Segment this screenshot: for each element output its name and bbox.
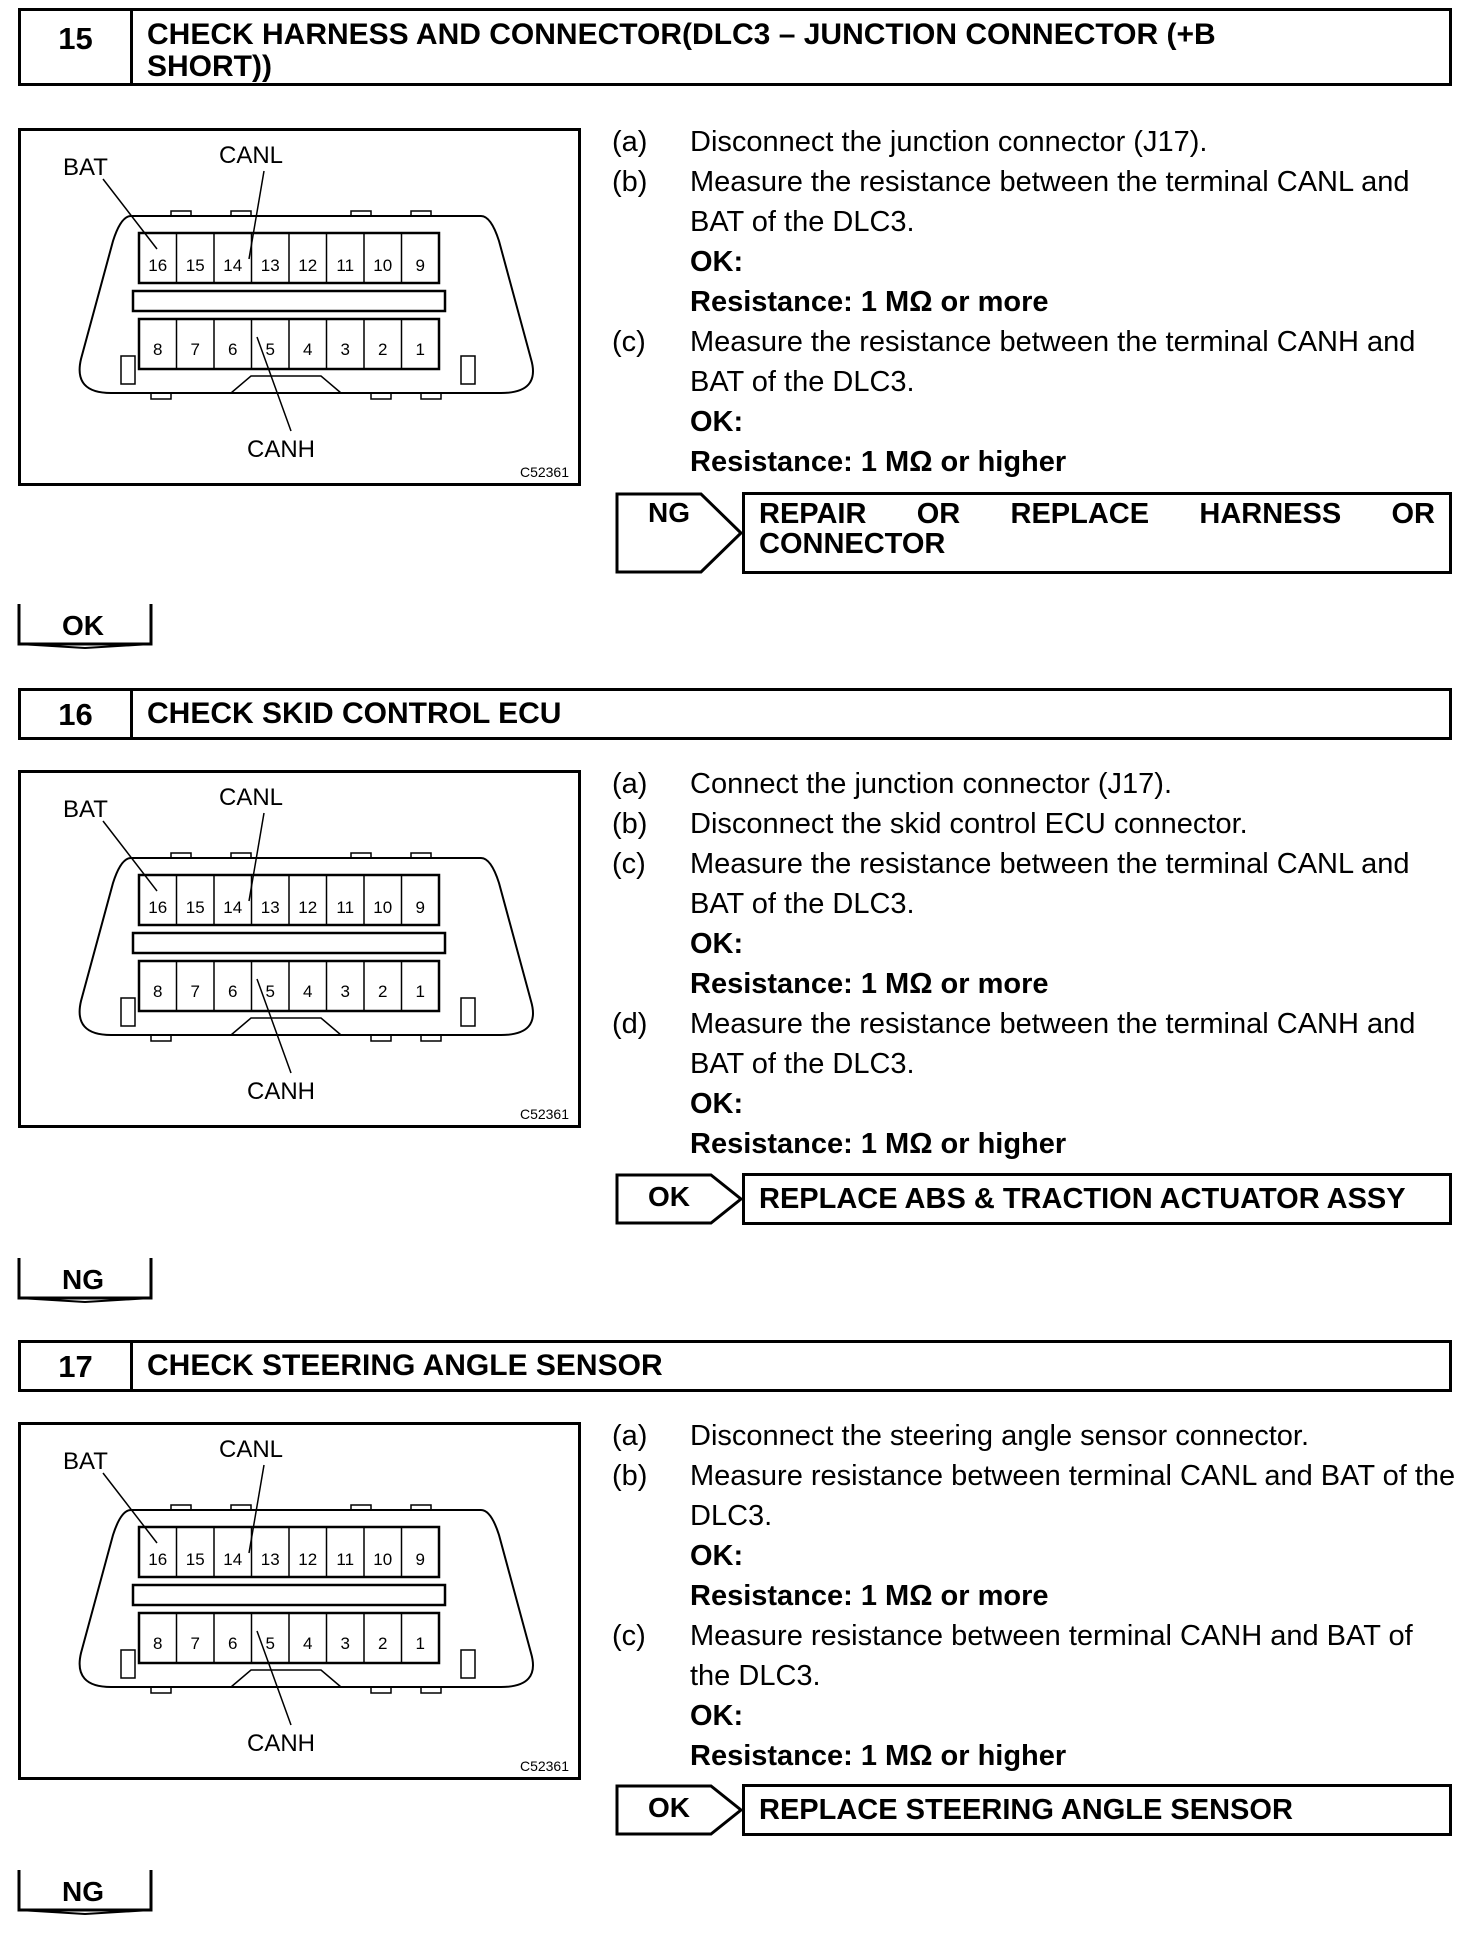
ok-tag-label: OK [648,1792,690,1823]
step-text: Measure the resistance between the terminal CANH and BAT of the DLC3. [690,326,1416,398]
pin-label: 15 [185,898,205,917]
pin-label: 9 [415,256,425,275]
step-text: Measure the resistance between the terminal CANL and BAT of the DLC3. [690,848,1410,920]
bat-leader [103,821,157,891]
bat-label: BAT [63,1448,108,1475]
ok-label: OK: [690,246,744,278]
latch-left [121,1650,135,1678]
bat-label: BAT [63,796,108,823]
step-item [612,844,1457,924]
ok-label: OK: [690,928,744,960]
pin-label: 6 [228,982,238,1001]
section-17-header [18,1340,1452,1392]
step-text: Measure the resistance between the terminal CANH and BAT of the DLC3. [690,1008,1416,1080]
connector-key [231,1018,341,1035]
bat-label: BAT [63,154,108,181]
section-17-steps [612,1416,1457,1776]
ok-label: OK: [690,1700,744,1732]
step-label: (d) [612,1008,648,1040]
ng-flow-label: NG [62,1264,104,1295]
step-label: (a) [612,126,648,158]
result-word: REPLACE [1010,498,1150,530]
canl-label: CANL [218,142,284,169]
result-box [742,492,1452,574]
pin-label: 11 [336,1550,355,1569]
pin-label: 3 [340,982,350,1001]
section-title: CHECK STEERING ANGLE SENSOR [147,1349,663,1382]
step-item [612,804,1457,844]
pin-label: 5 [265,340,275,359]
canl-label: CANL [218,784,284,811]
step-text: Disconnect the junction connector (J17). [690,126,1208,158]
pin-label: 8 [153,982,163,1001]
pin-label: 1 [415,982,425,1001]
ng-flow-label: NG [62,1876,104,1907]
pin-label: 12 [298,256,318,275]
latch-right [461,356,475,384]
canh-label: CANH [246,1730,316,1757]
step-label: (c) [612,326,646,358]
pin-label: 10 [373,256,393,275]
pin-label: 14 [223,256,243,275]
section-title: CHECK SKID CONTROL ECU [147,697,562,730]
section-16-header [18,688,1452,740]
spec-text: Resistance: 1 MΩ or higher [690,1740,1067,1772]
step-label: (a) [612,1420,648,1452]
pin-label: 10 [373,1550,393,1569]
pin-label: 1 [415,1634,425,1653]
result-word: REPAIR [759,498,867,530]
spec-text: Resistance: 1 MΩ or higher [690,1128,1067,1160]
step-label: (b) [612,808,648,840]
step-label: (b) [612,166,648,198]
step-item [612,1416,1457,1456]
figure-code: C52361 [519,464,569,480]
section-title-line1: CHECK HARNESS AND CONNECTOR(DLC3 – JUNCTION CONNECTOR (+B [147,18,1216,51]
pin-label: 1 [415,340,425,359]
step-text: Disconnect the steering angle sensor connector. [690,1420,1310,1452]
spec-text: Resistance: 1 MΩ or higher [690,446,1067,478]
dlc3-connector-figure [18,1422,581,1780]
pin-label: 13 [260,898,280,917]
step-label: (a) [612,768,648,800]
ok-label: OK: [690,406,744,438]
section-15-header [18,8,1452,86]
pin-label: 10 [373,898,393,917]
center-bar [133,291,445,311]
pin-label: 8 [153,1634,163,1653]
section-number: 15 [21,11,133,83]
pin-label: 9 [415,898,425,917]
step-item [612,1004,1457,1084]
spec-text: Resistance: 1 MΩ or more [690,1580,1049,1612]
pin-label: 14 [223,1550,243,1569]
ok-label: OK: [690,1540,744,1572]
latch-right [461,1650,475,1678]
result-word: OR [916,498,961,530]
pin-label: 2 [378,340,388,359]
pin-label: 3 [340,1634,350,1653]
pin-label: 6 [228,340,238,359]
pin-label: 12 [298,1550,318,1569]
step-item [612,322,1457,402]
result-box [742,1173,1452,1225]
spec-text: Resistance: 1 MΩ or more [690,286,1049,318]
pin-label: 13 [260,256,280,275]
figure-code: C52361 [519,1758,569,1774]
result-line1 [759,499,1435,529]
bat-leader [103,179,157,249]
result-word: HARNESS [1199,498,1342,530]
figure-code: C52361 [519,1106,569,1122]
dlc3-connector-figure [18,770,581,1128]
section-title-line2: SHORT)) [147,50,272,83]
latch-left [121,356,135,384]
pin-label: 6 [228,1634,238,1653]
step-label: (c) [612,1620,646,1652]
pin-label: 16 [148,256,168,275]
pin-label: 14 [223,898,243,917]
pin-label: 7 [190,982,200,1001]
pin-label: 15 [185,1550,205,1569]
center-bar [133,1585,445,1605]
canh-label: CANH [246,1078,316,1105]
pin-label: 5 [265,1634,275,1653]
step-item [612,122,1457,162]
step-text: Connect the junction connector (J17). [690,768,1172,800]
dlc3-connector-figure [18,128,581,486]
center-bar [133,933,445,953]
pin-label: 8 [153,340,163,359]
result-text: REPLACE ABS & TRACTION ACTUATOR ASSY [759,1183,1406,1215]
section-15-steps [612,122,1457,482]
pin-label: 7 [190,340,200,359]
pin-label: 3 [340,340,350,359]
dlc3-diagram [21,773,578,1125]
pin-label: 11 [336,898,355,917]
pin-label: 13 [260,1550,280,1569]
result-text: REPLACE STEERING ANGLE SENSOR [759,1794,1293,1826]
pin-label: 11 [336,256,355,275]
result-box [742,1784,1452,1836]
pin-label: 16 [148,898,168,917]
pin-label: 4 [303,1634,313,1653]
result-line2: CONNECTOR [759,528,946,560]
section-number: 17 [21,1343,133,1389]
section-number: 16 [21,691,133,737]
pin-label: 5 [265,982,275,1001]
step-text: Measure the resistance between the terminal CANL and BAT of the DLC3. [690,166,1410,238]
step-label: (c) [612,848,646,880]
spec-text: Resistance: 1 MΩ or more [690,968,1049,1000]
ok-label: OK: [690,1088,744,1120]
pin-label: 2 [378,982,388,1001]
ok-flow-label: OK [62,610,104,641]
connector-key [231,376,341,393]
section-16-steps [612,764,1457,1164]
step-text: Measure resistance between terminal CANL and BAT of the DLC3. [690,1460,1456,1532]
step-item [612,1616,1457,1696]
step-text: Measure resistance between terminal CANH and BAT of the DLC3. [690,1620,1413,1692]
step-text: Disconnect the skid control ECU connector. [690,808,1248,840]
section-title [147,19,1429,83]
dlc3-diagram [21,1425,578,1777]
pin-label: 2 [378,1634,388,1653]
pin-label: 15 [185,256,205,275]
bat-leader [103,1473,157,1543]
result-word: OR [1391,498,1435,530]
canh-label: CANH [246,436,316,463]
canl-label: CANL [218,1436,284,1463]
latch-right [461,998,475,1026]
pin-label: 4 [303,340,313,359]
step-item [612,764,1457,804]
ok-tag-label: OK [648,1181,690,1212]
connector-key [231,1670,341,1687]
pin-label: 12 [298,898,318,917]
dlc3-diagram [21,131,578,483]
pin-label: 16 [148,1550,168,1569]
pin-label: 7 [190,1634,200,1653]
pin-label: 4 [303,982,313,1001]
step-label: (b) [612,1460,648,1492]
step-item [612,1456,1457,1536]
ng-tag-label: NG [648,497,690,528]
pin-label: 9 [415,1550,425,1569]
latch-left [121,998,135,1026]
step-item [612,162,1457,242]
